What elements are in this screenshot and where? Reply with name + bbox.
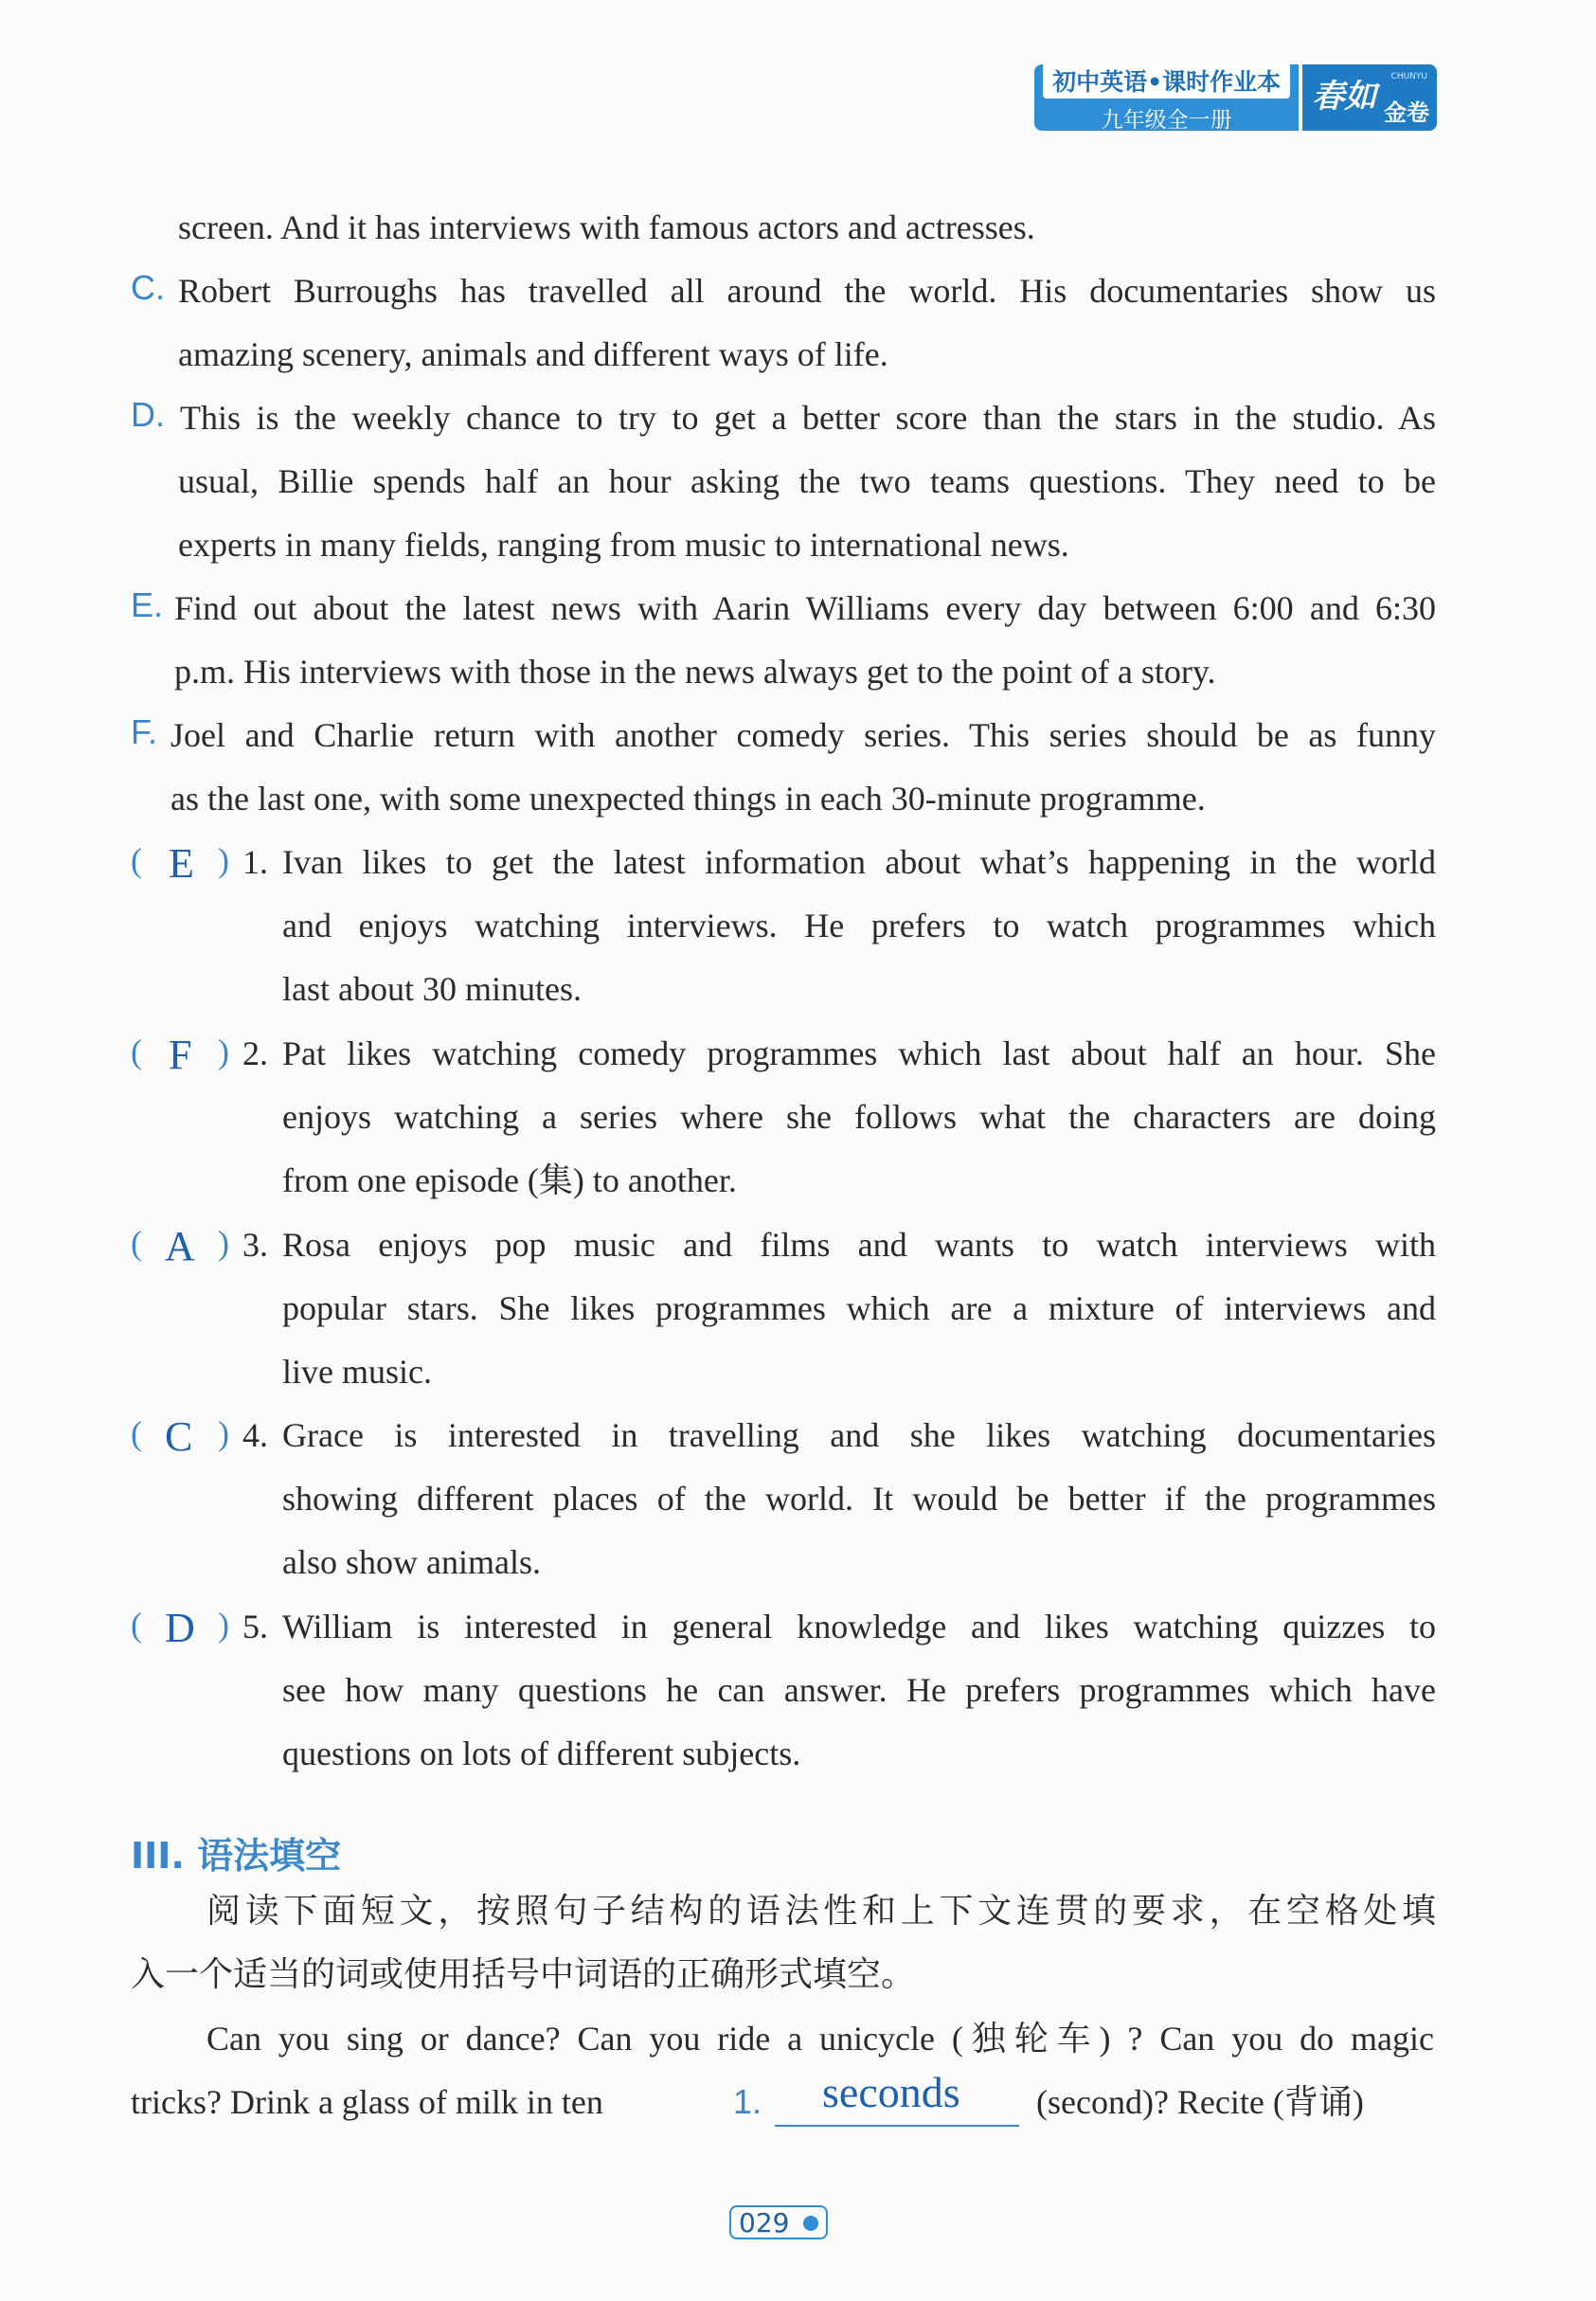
paragraph-line2-start: tricks? Drink a glass of milk in ten [131, 2083, 603, 2121]
answer-letter: D [165, 1605, 195, 1651]
blank-number: 1. [733, 2082, 762, 2121]
option-letter-c: C. [131, 268, 165, 307]
brand-name: 春如 [1312, 78, 1377, 116]
option-d-line3: experts in many fields, ranging from music to international news. [178, 526, 1069, 564]
question-number: 2. [242, 1034, 268, 1072]
header-badge [1034, 64, 1437, 131]
question-line2: popular stars. She likes programmes which are a mixture of interviews and [282, 1289, 1436, 1327]
question-line2: see how many questions he can answer. He prefers programmes which have [282, 1671, 1436, 1709]
paragraph-line1: Can you sing or dance? Can you ride a unicycle (独轮车) ? Can you do magic [206, 2020, 1435, 2058]
question-number: 1. [242, 843, 268, 881]
option-c-line1: Robert Burroughs has travelled all around the world. His documentaries show us [178, 272, 1436, 310]
answer-paren-close: ) [218, 1606, 229, 1644]
question-line3: from one episode (集) to another. [282, 1161, 737, 1199]
answer-blank-line [775, 2125, 1019, 2127]
question-line3: questions on lots of different subjects. [282, 1735, 801, 1772]
book-grade: 九年级全一册 [1101, 107, 1232, 133]
answer-paren-open: ( [131, 1414, 142, 1452]
paragraph-line2-end: (second)? Recite (背诵) [1036, 2083, 1364, 2121]
question-line1: Rosa enjoys pop music and films and wants to watch interviews with [282, 1226, 1436, 1264]
book-title: 初中英语•课时作业本 [1043, 63, 1290, 99]
option-c-line2: amazing scenery, animals and different ways of life. [178, 335, 888, 373]
question-line3: also show animals. [282, 1543, 541, 1581]
answer-paren-open: ( [131, 1224, 142, 1262]
answer-letter: C [165, 1413, 193, 1460]
brand-small: CHUNYU [1390, 72, 1427, 81]
question-number: 5. [242, 1608, 268, 1645]
answer-letter: E [169, 840, 194, 887]
question-line2: showing different places of the world. It would be better if the programmes [282, 1480, 1436, 1518]
answer-paren-close: ) [218, 1224, 229, 1262]
passage-line: screen. And it has interviews with famous actors and actresses. [178, 208, 1035, 246]
book-title-block [1034, 64, 1299, 131]
blank-answer: seconds [822, 2068, 960, 2116]
option-d-line2: usual, Billie spends half an hour asking the two teams questions. They need to be [178, 462, 1436, 500]
option-d-line1: This is the weekly chance to try to get a better score than the stars in the studio. As [180, 399, 1436, 437]
answer-paren-close: ) [218, 1414, 229, 1452]
question-line1: William is interested in general knowledge and likes watching quizzes to [282, 1608, 1436, 1645]
instruction-line1: 阅读下面短文，按照句子结构的语法性和上下文连贯的要求，在空格处填 [206, 1892, 1436, 1931]
question-number: 3. [242, 1226, 268, 1264]
question-line1: Pat likes watching comedy programmes which last about half an hour. She [282, 1034, 1436, 1072]
page-number [729, 2205, 828, 2239]
option-f-line1: Joel and Charlie return with another comedy series. This series should be as funny [170, 716, 1436, 754]
answer-letter: A [165, 1223, 195, 1269]
option-e-line1: Find out about the latest news with Aarin Williams every day between 6:00 and 6:30 [174, 589, 1436, 627]
answer-paren-open: ( [131, 1606, 142, 1644]
option-letter-e: E. [131, 585, 164, 624]
option-letter-d: D. [131, 395, 165, 434]
question-line2: and enjoys watching interviews. He prefers to watch programmes which [282, 907, 1436, 944]
option-letter-f: F. [131, 712, 158, 751]
question-line3: last about 30 minutes. [282, 970, 582, 1008]
answer-paren-open: ( [131, 1033, 142, 1070]
question-line3: live music. [282, 1353, 432, 1391]
question-line1: Grace is interested in travelling and she likes watching documentaries [282, 1416, 1436, 1454]
answer-paren-close: ) [218, 1033, 229, 1070]
question-line1: Ivan likes to get the latest information about what’s happening in the world [282, 843, 1436, 881]
question-number: 4. [242, 1416, 268, 1454]
page-dot-icon [803, 2216, 818, 2231]
section-title: III. 语法填空 [131, 1835, 342, 1877]
answer-letter: F [169, 1032, 192, 1078]
page-number-text: 029 [739, 2206, 790, 2238]
answer-paren-close: ) [218, 841, 229, 879]
question-line2: enjoys watching a series where she follows what the characters are doing [282, 1098, 1436, 1136]
option-e-line2: p.m. His interviews with those in the news always get to the point of a story. [174, 653, 1216, 691]
answer-paren-open: ( [131, 841, 142, 879]
instruction-line2: 入一个适当的词或使用括号中词语的正确形式填空。 [131, 1955, 916, 1994]
brand-logo [1302, 64, 1437, 131]
brand-gold: 金卷 [1384, 99, 1429, 126]
option-f-line2: as the last one, with some unexpected things in each 30-minute programme. [170, 780, 1206, 818]
